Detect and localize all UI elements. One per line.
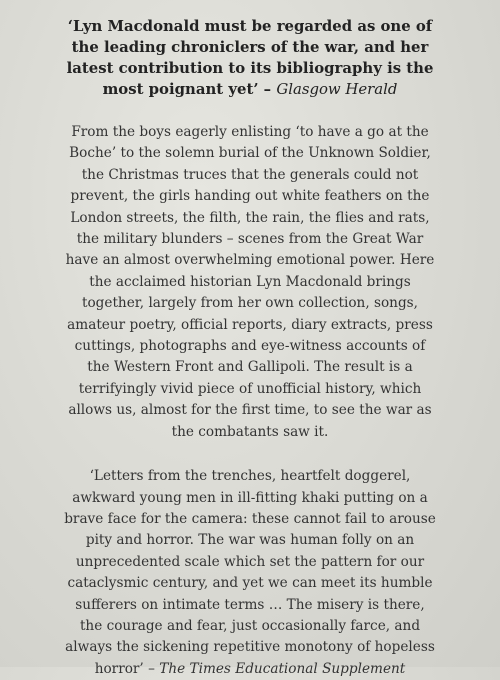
quote-line: the courage and fear, just occasionally farce, and bbox=[79, 617, 421, 634]
quote-line: unprecedented scale which set the pattern for our bbox=[75, 553, 425, 570]
description-line: have an almost overwhelming emotional power. Here bbox=[65, 252, 435, 269]
description-line: amateur poetry, official reports, diary extracts, press bbox=[67, 316, 433, 333]
description-line: London streets, the filth, the rain, the flies and rats, bbox=[70, 209, 430, 226]
review-quote-times-educational-supplement bbox=[0, 466, 500, 680]
quote-line: ‘Lyn Macdonald must be regarded as one of bbox=[67, 17, 433, 35]
quote-line: the leading chroniclers of the war, and her bbox=[71, 38, 429, 56]
description-line: cuttings, photographs and eye-witness accounts of bbox=[74, 338, 426, 355]
description-line: terrifyingly vivid piece of unofficial history, which bbox=[78, 380, 422, 397]
description-line: the acclaimed historian Lyn Macdonald brings bbox=[89, 273, 411, 290]
quote-line-with-source bbox=[0, 659, 500, 680]
quote-line: awkward young men in ill-fitting khaki putting on a bbox=[72, 489, 428, 506]
quote-line: latest contribution to its bibliography is the bbox=[66, 59, 434, 77]
description-line: the military blunders – scenes from the Great War bbox=[76, 231, 424, 248]
description-line: the Western Front and Gallipoli. The result is a bbox=[87, 359, 413, 376]
description-line: the Christmas truces that the generals could not bbox=[81, 166, 419, 183]
quote-line: always the sickening repetitive monotony of hopeless bbox=[65, 639, 435, 656]
book-description bbox=[0, 122, 500, 443]
description-line: together, largely from her own collection, songs, bbox=[81, 295, 418, 312]
description-line: Boche’ to the solemn burial of the Unknown Soldier, bbox=[69, 145, 431, 162]
review-quote-glasgow-herald bbox=[0, 16, 500, 100]
quote-line-with-source bbox=[0, 79, 500, 100]
quote-source: Glasgow Herald bbox=[276, 80, 398, 98]
quote-line: sufferers on intimate terms … The misery is there, bbox=[75, 596, 425, 613]
description-line: prevent, the girls handing out white feathers on the bbox=[70, 188, 430, 205]
quote-line: brave face for the camera: these cannot fail to arouse bbox=[64, 510, 436, 527]
quote-source: The Times Educational Supplement bbox=[159, 660, 406, 677]
description-line: From the boys eagerly enlisting ‘to have a go at the bbox=[71, 124, 429, 140]
quote-line: cataclysmic century, and yet we can meet its humble bbox=[67, 575, 433, 592]
description-line: the combatants saw it. bbox=[171, 423, 329, 440]
description-line: allows us, almost for the first time, to see the war as bbox=[68, 402, 432, 419]
quote-line: ‘Letters from the trenches, heartfelt doggerel, bbox=[89, 468, 411, 485]
quote-line: most poignant yet’ – bbox=[102, 80, 272, 98]
quote-line: horror’ – bbox=[94, 660, 155, 677]
quote-line: pity and horror. The war was human folly on an bbox=[85, 532, 415, 549]
